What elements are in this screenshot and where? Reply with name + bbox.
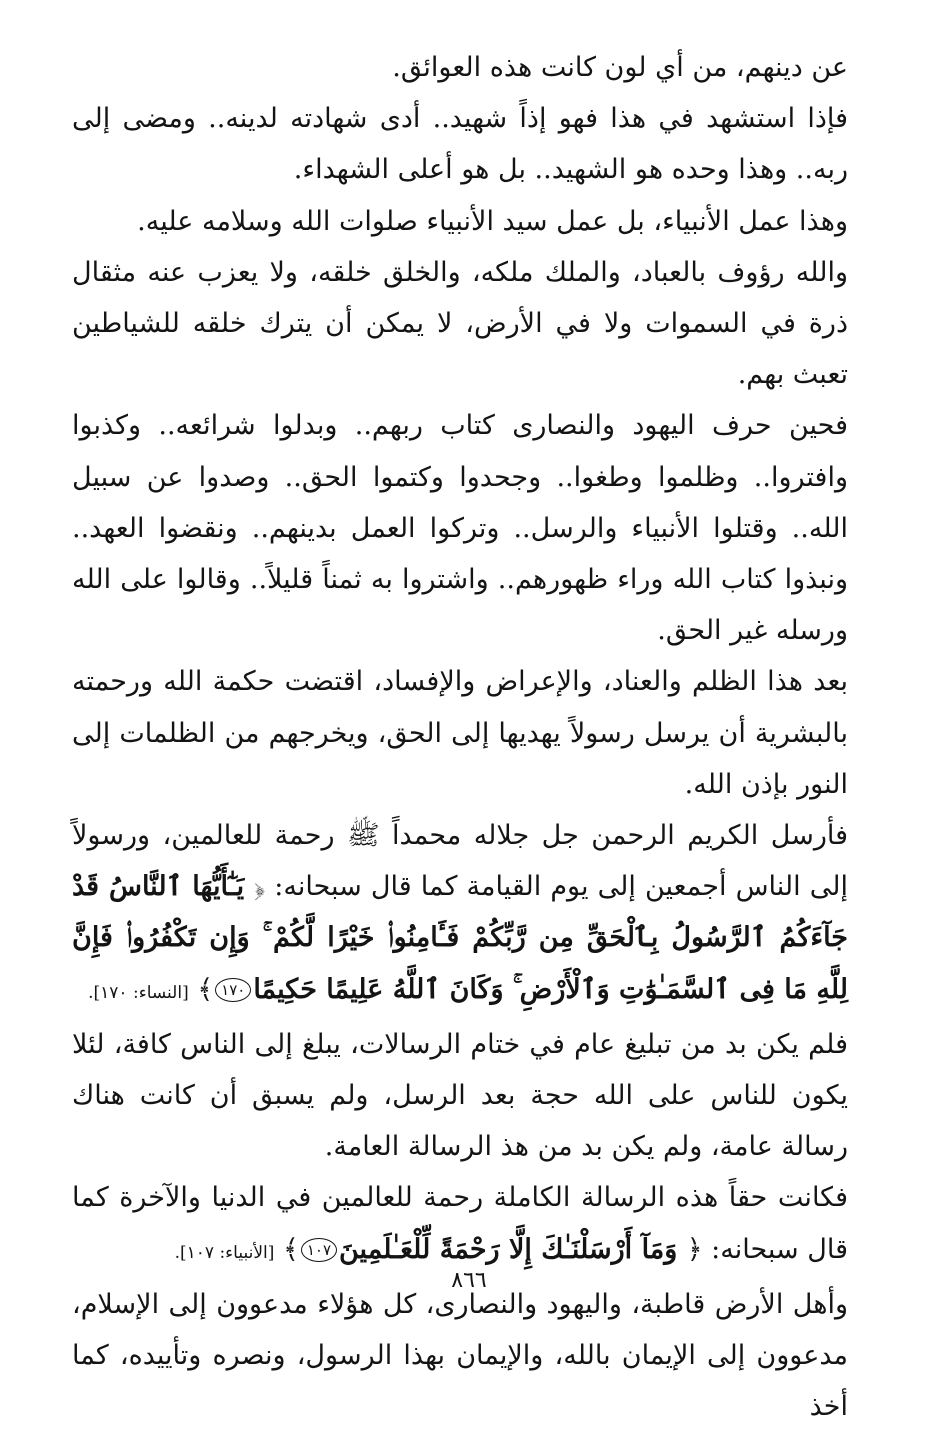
paragraph: فإذا استشهد في هذا فهو إذاً شهيد.. أدى شهادته لدينه.. ومضى إلى ربه.. وهذا وحده هو الشهيد.. بل هو أعلى الشهداء. (72, 103, 848, 186)
verse-number-marker: ١٧٠ (215, 978, 251, 1002)
verse-bracket-open: ﴿ (254, 871, 266, 903)
verse-citation: [النساء: ١٧٠]. (88, 982, 189, 1003)
paragraph: فحين حرف اليهود والنصارى كتاب ربهم.. وبدلوا شرائعه.. وكذبوا وافتروا.. وظلموا وطغوا.. وجحدوا وكتموا الحق.. وصدوا عن سبيل الله.. وقتلوا الأنبياء والرسل.. وتركوا العمل بدينهم.. ونقضوا العهد.. ونبذوا كتاب الله وراء ظهورهم.. واشتروا به ثمناً قليلاً.. وقالوا على الله ورسله غير الحق. (72, 410, 848, 647)
verse-bracket-close: ﴾ (283, 1233, 299, 1265)
quran-verse (283, 1234, 703, 1265)
paragraph: والله رؤوف بالعباد، والملك ملكه، والخلق خلقه، ولا يعزب عنه مثقال ذرة في السموات ولا في الأرض، لا يمكن أن يترك خلقه للشياطين تعبث بهم. (72, 256, 848, 391)
verse-bracket-close: ﴾ (197, 973, 214, 1005)
verse-number-marker: ١٠٧ (301, 1238, 337, 1262)
verse-text: يَـٰٓأَيُّهَا ٱلنَّاسُ قَدْ جَآءَكُمُ ٱلرَّسُولُ بِٱلْحَقِّ مِن رَّبِّكُمْ فَـَٔامِنُوا۟ خَيْرًا لَّكُمْ ۚ وَإِن تَكْفُرُوا۟ فَإِنَّ لِلَّهِ مَا فِى ٱلسَّمَـٰوَٰتِ وَٱلْأَرْضِ ۚ وَكَانَ ٱللَّهُ عَلِيمًا حَكِيمًا (72, 871, 848, 1005)
paragraph: عن دينهم، من أي لون كانت هذه العوائق. (392, 52, 848, 83)
paragraph: وأهل الأرض قاطبة، واليهود والنصارى، كل هؤلاء مدعوون إلى الإسلام، مدعوون إلى الإيمان بالله، والإيمان بهذا الرسول، ونصره وتأييده، كما أخذ (72, 1288, 848, 1423)
page-body (72, 42, 848, 1432)
paragraph-text: فأرسل الكريم الرحمن جل جلاله محمداً ﷺ رحمة للعالمين، ورسولاً إلى الناس أجمعين إلى يوم القيامة كما قال سبحانه: (72, 820, 848, 903)
paragraph: فلم يكن بد من تبليغ عام في ختام الرسالات، يبلغ إلى الناس كافة، لئلا يكون للناس على الله حجة بعد الرسل، ولم يسبق أن كانت هناك رسالة عامة، ولم يكن بد من هذ الرسالة العامة. (72, 1028, 848, 1163)
paragraph-with-verse (72, 810, 848, 1019)
verse-bracket-open: ﴿ (686, 1233, 703, 1265)
paragraph: وهذا عمل الأنبياء، بل عمل سيد الأنبياء صلوات الله وسلامه عليه. (137, 205, 848, 237)
verse-text: وَمَآ أَرْسَلْنَـٰكَ إِلَّا رَحْمَةً لِّلْعَـٰلَمِينَ (339, 1233, 678, 1265)
paragraph-text: فكانت حقاً هذه الرسالة الكاملة رحمة للعالمين في الدنيا والآخرة كما قال سبحانه: (72, 1182, 848, 1265)
paragraph-with-verse (72, 1172, 848, 1278)
page-number: ٨٦٦ (451, 1268, 487, 1293)
verse-citation: [الأنبياء: ١٠٧]. (174, 1242, 275, 1263)
paragraph: بعد هذا الظلم والعناد، والإعراض والإفساد، اقتضت حكمة الله ورحمته بالبشرية أن يرسل رسولاً يهديها إلى الحق، ويخرجهم من الظلمات إلى النور بإذن الله. (72, 666, 848, 800)
